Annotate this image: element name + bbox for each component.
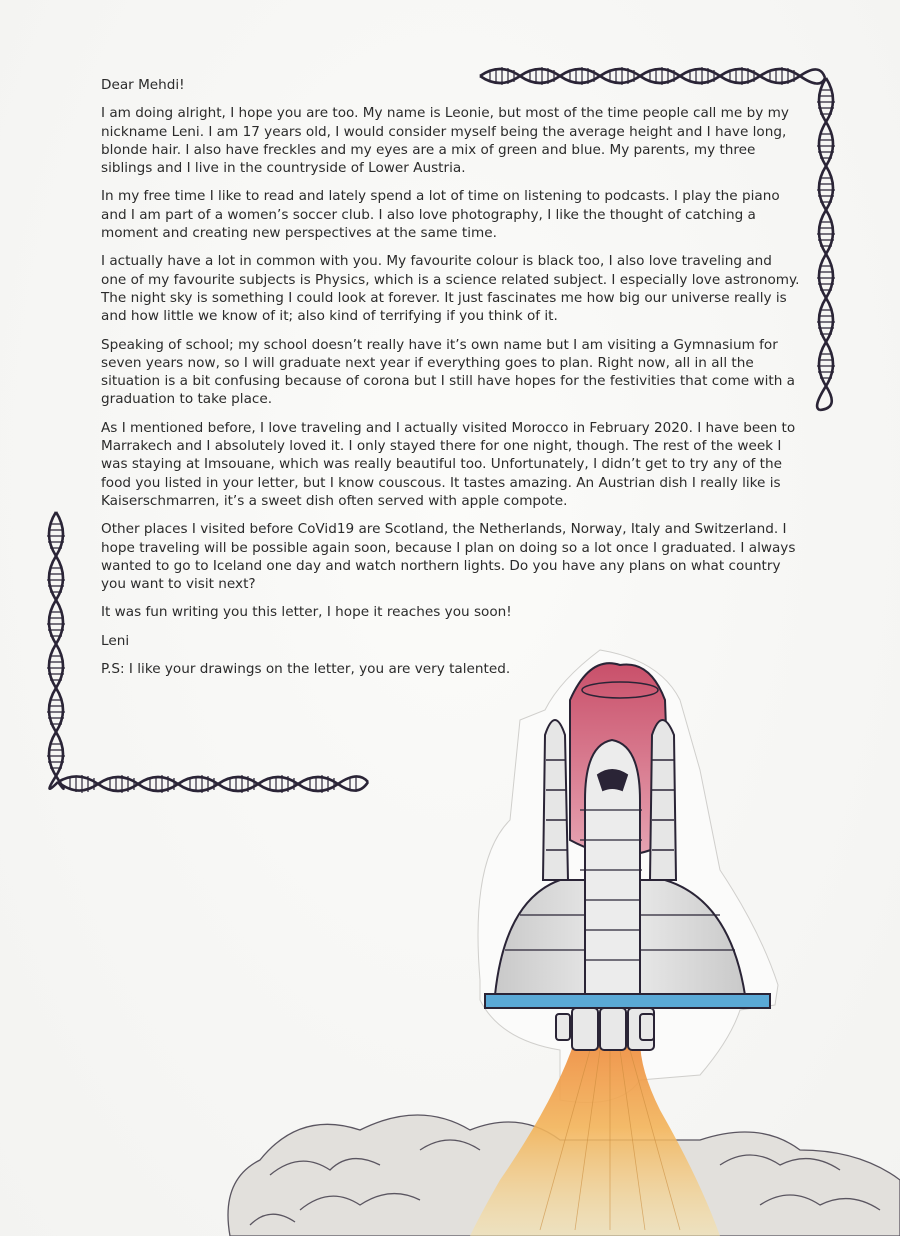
- letter-paragraph-common: I actually have a lot in common with you. My favourite colour is black too, I also love traveling and one of my favourite subjects is Physics, which is a science related subject. I especially love astronomy. The night sky is something I could look at forever. It just fascinates me how big our universe really is and how little we know of it; also kind of terrifying if you think of it.: [101, 253, 800, 325]
- rocket-orbiter: [580, 740, 642, 995]
- letter-body: [101, 76, 801, 688]
- right-booster: [650, 720, 676, 880]
- letter-signature: Leni: [101, 632, 130, 649]
- letter-paragraph-travel: As I mentioned before, I love traveling and I actually visited Morocco in February 2020. I have been to Marrakech and I absolutely loved it. I only stayed there for one night, though. The rest of the week I was staying at Imsouane, which was really beautiful too. Unfortunately, I didn’t get to try any of the food you listed in your letter, but I know couscous. It tastes amazing. An Austrian dish I really like is Kaiserschmarren, it’s a sweet dish often served with apple compote.: [101, 419, 796, 509]
- left-booster: [543, 720, 568, 880]
- rocket-wing-blue-strip: [485, 994, 770, 1008]
- letter-paragraph-hobbies: In my free time I like to read and lately spend a lot of time on listening to podcasts. I play the piano and I am part of a women’s soccer club. I also love photography, I like the thought of catching a moment and creating new perspectives at the same time.: [101, 188, 780, 242]
- letter-paragraph-closing: It was fun writing you this letter, I hope it reaches you soon!: [101, 604, 512, 621]
- letter-postscript: P.S: I like your drawings on the letter, you are very talented.: [101, 661, 511, 678]
- letter-greeting: Dear Mehdi!: [101, 77, 185, 93]
- letter-paragraph-school: Speaking of school; my school doesn’t really have it’s own name but I am visiting a Gymnasium for seven years now, so I will graduate next year if everything goes to plan. Right now, all in all the situation is a bit confusing because of corona but I still have hopes for the festivities that come with a graduation to take place.: [101, 336, 795, 408]
- letter-paragraph-places: Other places I visited before CoVid19 are Scotland, the Netherlands, Norway, Italy and Switzerland. I hope traveling will be possible again soon, because I plan on doing so a lot once I graduated. I always wanted to go to Iceland one day and watch northern lights. Do you have any plans on what country you want to visit next?: [101, 521, 796, 593]
- letter-paragraph-intro: I am doing alright, I hope you are too. My name is Leonie, but most of the time people call me by my nickname Leni. I am 17 years old, I would consider myself being the average height and I have long, blonde hair. I also have freckles and my eyes are a mix of green and blue. My parents, my three siblings and I live in the countryside of Lower Austria.: [101, 105, 789, 177]
